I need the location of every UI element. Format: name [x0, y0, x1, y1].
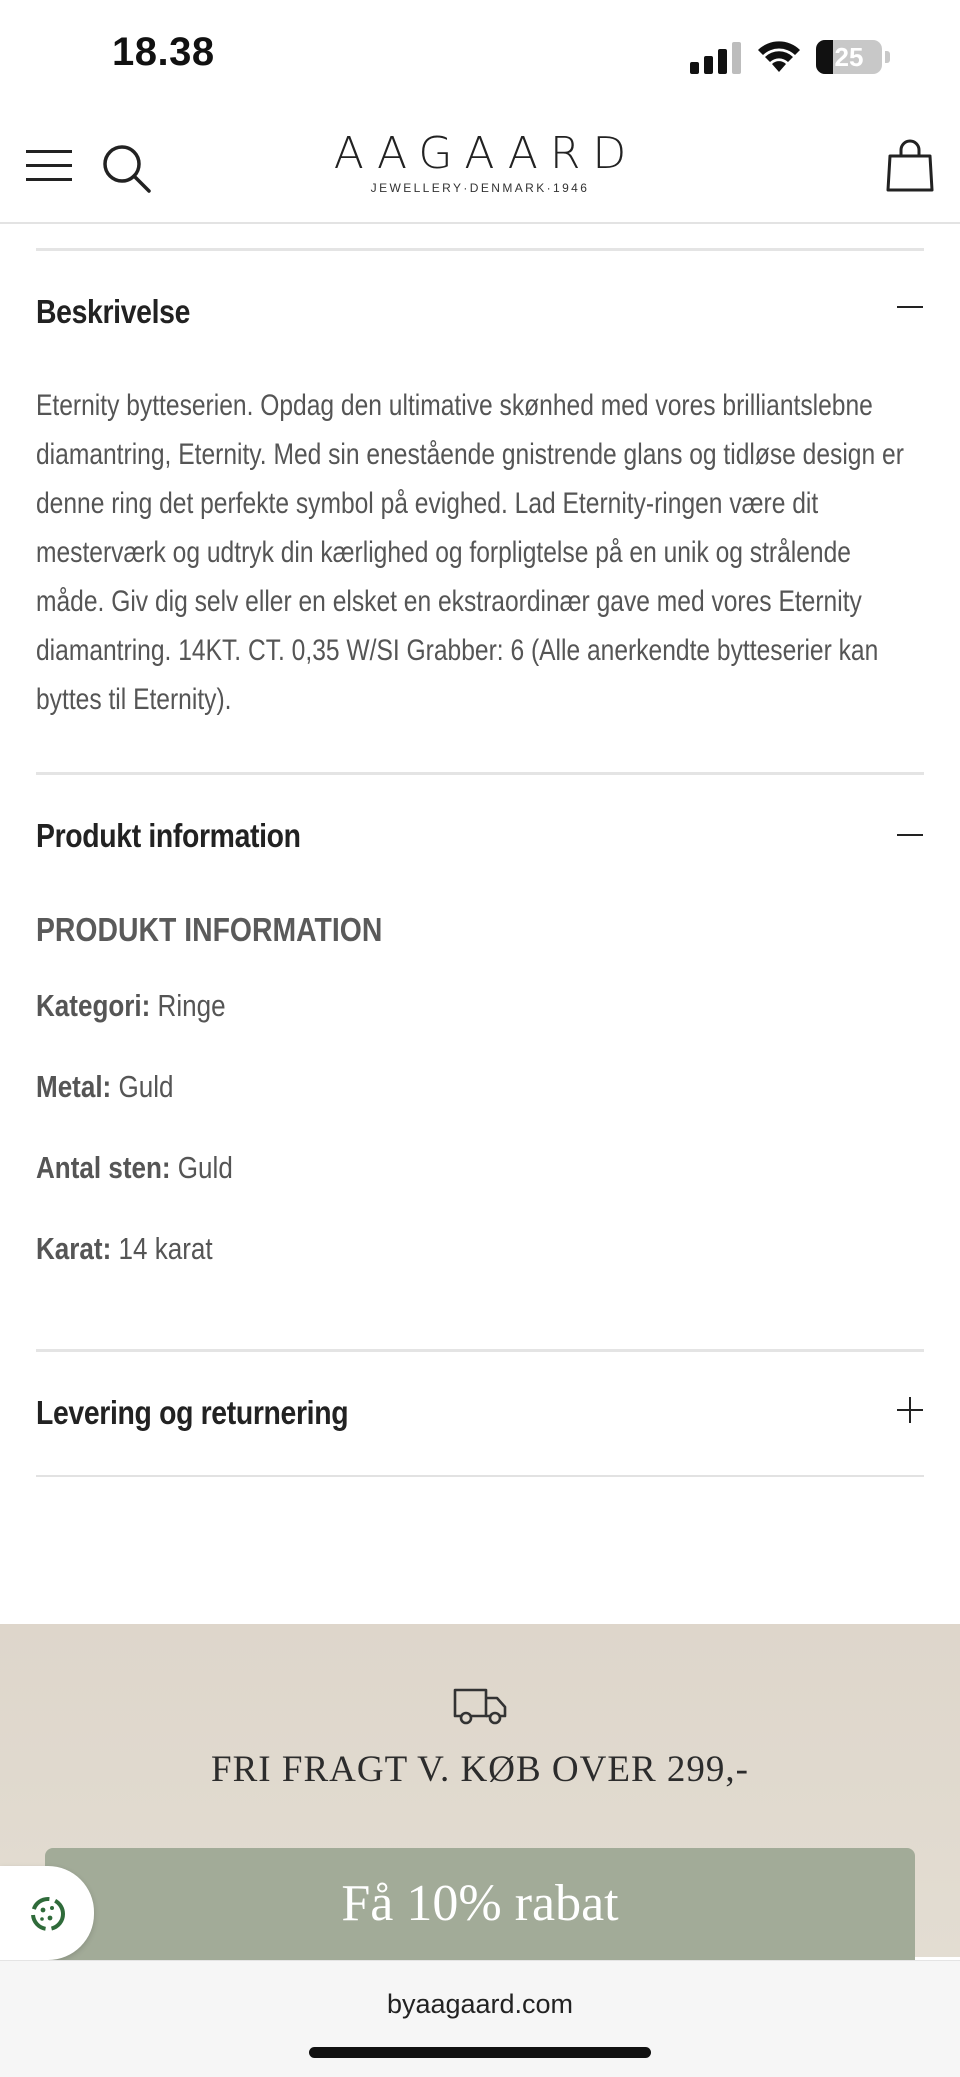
minus-icon [896, 821, 924, 849]
truck-icon [452, 1684, 508, 1728]
logo-tagline: JEWELLERY·DENMARK·1946 [370, 181, 590, 195]
info-row-metal: Metal: Guld [36, 1069, 174, 1104]
cellular-signal-icon [690, 42, 742, 74]
bag-icon[interactable] [886, 138, 934, 192]
status-time: 18.38 [112, 30, 215, 74]
info-row-karat: Karat: 14 karat [36, 1231, 213, 1266]
accordion-product-info-header[interactable] [36, 775, 924, 895]
discount-button[interactable]: Få 10% rabat [45, 1848, 915, 1968]
info-row-kategori: Kategori: Ringe [36, 988, 226, 1023]
logo-wordmark: AAGAARD [333, 128, 639, 179]
accordion-title: Levering og returnering [36, 1394, 349, 1431]
description-text: Eternity bytteserien. Opdag den ultimative skønhed med vores brilliantslebne diamantring, Eternity. Med sin enestående gnistrende glans og tidløse design er denne ring det perfekte symbol på evighed. Lad Eternity-ringen være dit mesterværk og udtryk din kærlighed og forpligtelse på en unik og strålende måde. Giv dig selv eller en elsket en ekstraordinær gave med vores Eternity diamantring. 14KT. CT. 0,35 W/SI Grabber: 6 (Alle anerkendte bytteserier kan byttes til Eternity). [36, 389, 904, 716]
divider [36, 1475, 924, 1477]
status-bar [0, 0, 960, 112]
browser-address-bar[interactable] [0, 1960, 960, 2077]
product-info-heading: PRODUKT INFORMATION [36, 911, 383, 948]
home-indicator [309, 2047, 651, 2058]
cookie-consent-button[interactable] [0, 1866, 94, 1960]
minus-icon [896, 293, 924, 321]
plus-icon [896, 1396, 924, 1424]
search-icon[interactable] [100, 142, 152, 194]
accordion-delivery-header[interactable] [36, 1352, 924, 1475]
free-shipping-text: FRI FRAGT V. KØB OVER 299,- [211, 1749, 749, 1790]
menu-icon[interactable] [26, 148, 72, 184]
info-row-antal-sten: Antal sten: Guld [36, 1150, 233, 1185]
product-details [36, 224, 924, 1477]
product-info-body [36, 895, 924, 1349]
accordion-description-header[interactable] [36, 251, 924, 381]
battery-icon [816, 40, 890, 74]
accordion-title: Produkt information [36, 817, 301, 854]
brand-logo[interactable] [300, 128, 660, 195]
url-text: byaagaard.com [386, 1989, 574, 2019]
site-header [0, 112, 960, 224]
battery-level: 25 [834, 42, 864, 72]
wifi-icon [756, 38, 802, 74]
accordion-title: Beskrivelse [36, 293, 191, 330]
cookie-icon [28, 1894, 68, 1934]
